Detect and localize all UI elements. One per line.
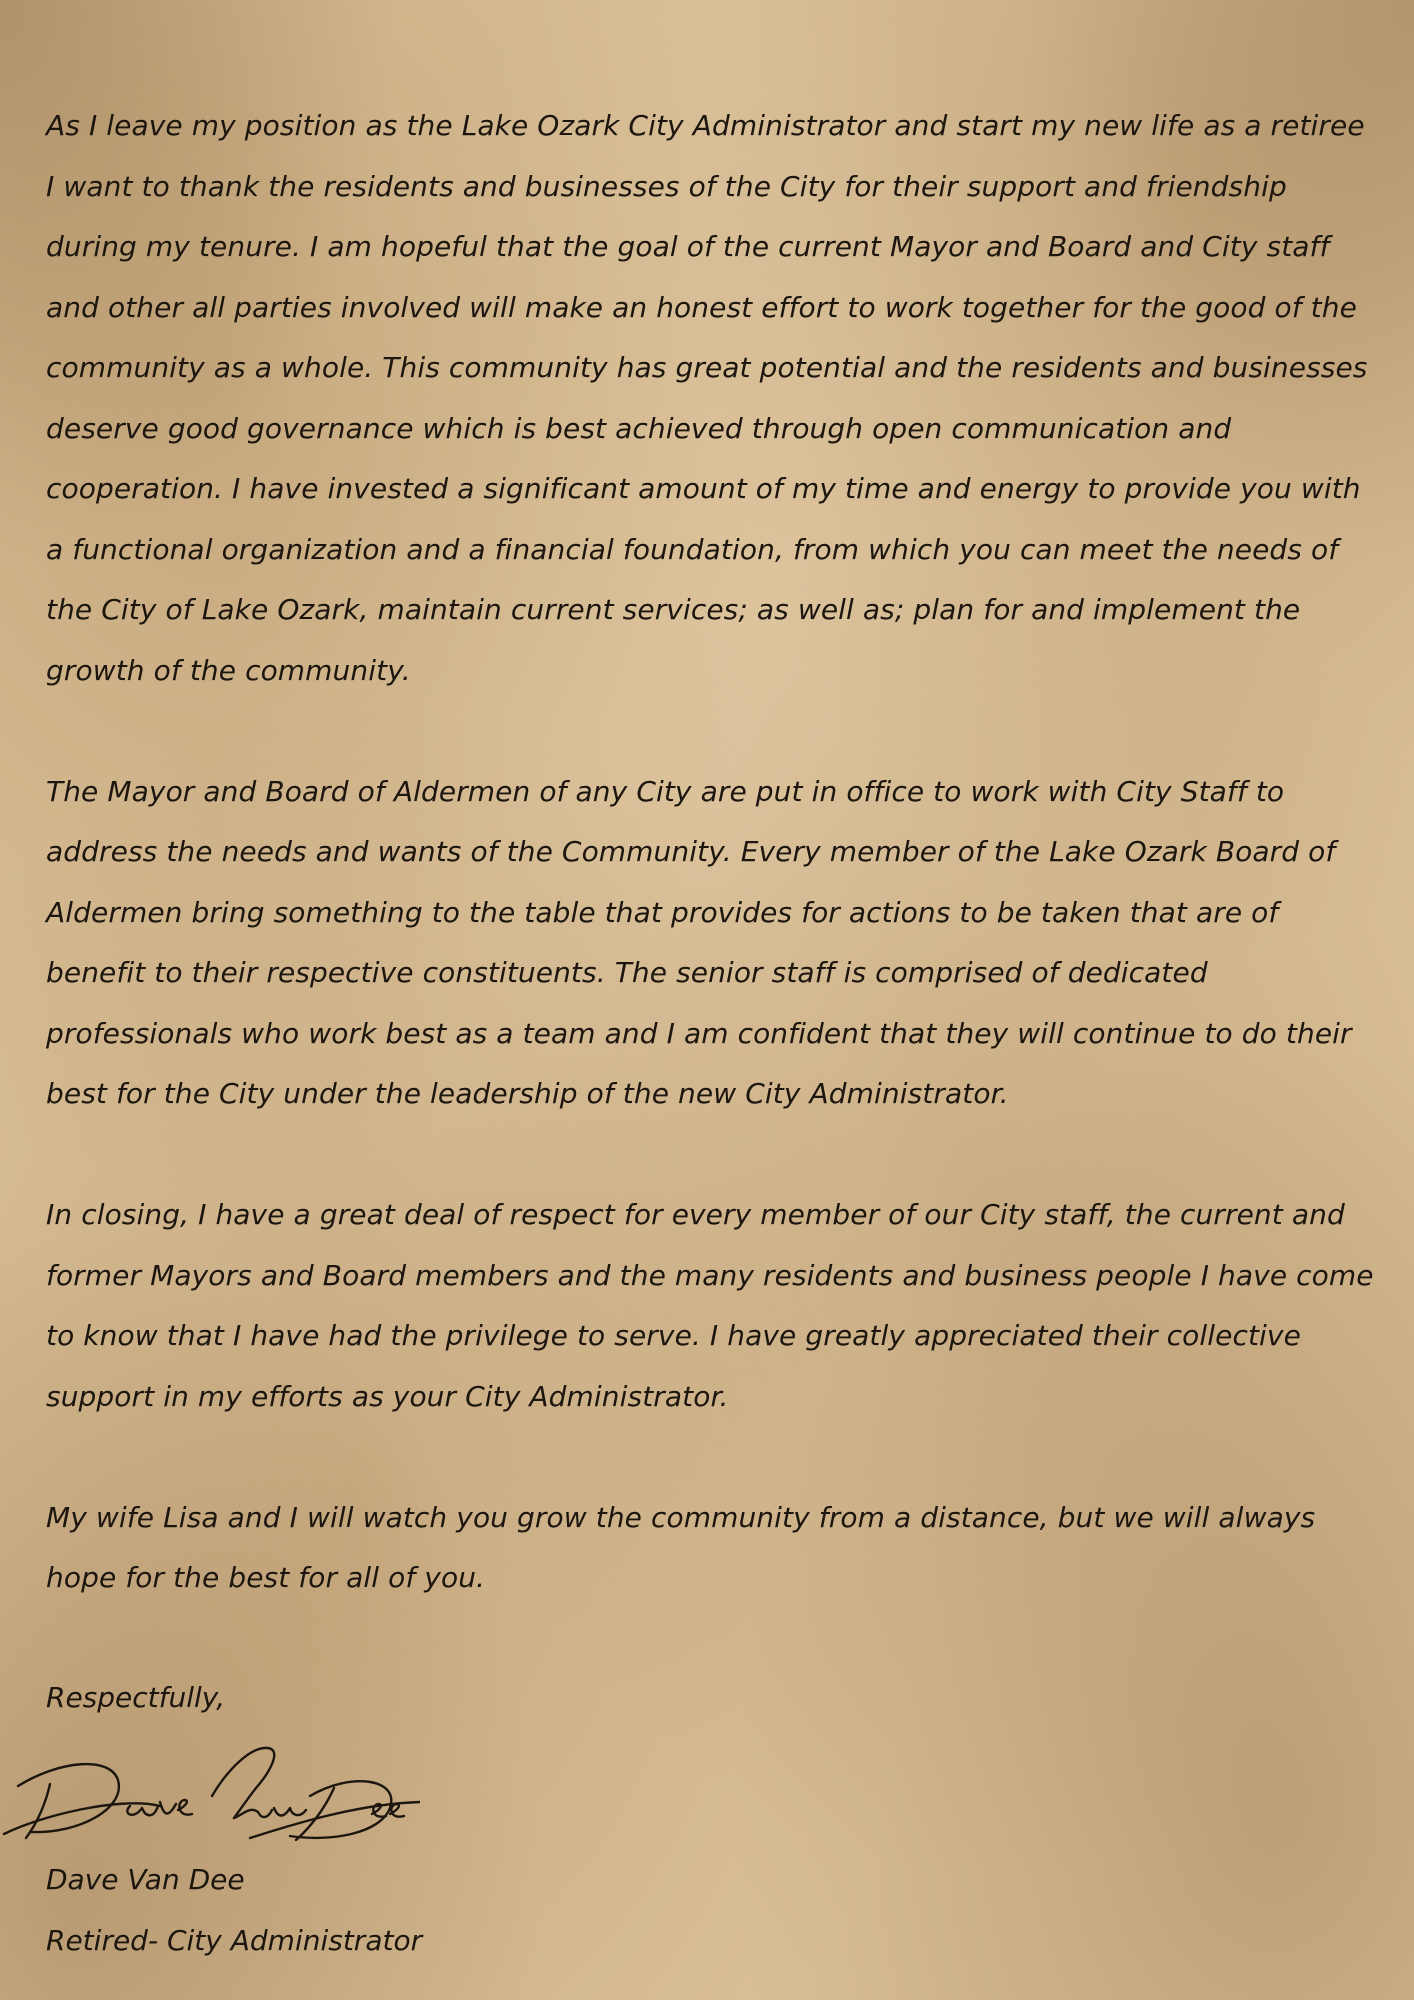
paragraph-2: The Mayor and Board of Aldermen of any City are put in office to work with City Staff to address the needs and wants of the Community. Every member of the Lake Ozark Board of Aldermen bring something to the table that provides for actions to be taken that are of benefit to their respective constituents. The senior staff is comprised of dedicated professionals who work best as a team and I am confident that they will continue to do their best for the City under the leadership of the new City Administrator. xyxy=(46,774,1352,1110)
signer-block xyxy=(46,1850,422,1971)
handwritten-signature xyxy=(0,1726,420,1846)
paragraph-3: In closing, I have a great deal of respect for every member of our City staff, the current and former Mayors and Board members and the many residents and business people I have come to know that I have had the privilege to serve. I have greatly appreciated their collective support in my efforts as your City Administrator. xyxy=(46,1198,1374,1413)
paragraph-1: As I leave my position as the Lake Ozark City Administrator and start my new life as a retiree I want to thank the residents and businesses of the City for their support and friendship during my tenure. I am hopeful that the goal of the current Mayor and Board and City staff and other all parties involved will make an honest effort to work together for the good of the community as a whole. This community has great potential and the residents and businesses deserve good governance which is best achieved through open communication and cooperation. I have invested a significant amount of my time and energy to provide you with a functional organization and a financial foundation, from which you can meet the needs of the City of Lake Ozark, maintain current services; as well as; plan for and implement the growth of the community. xyxy=(46,109,1368,687)
paragraph-4: My wife Lisa and I will watch you grow the community from a distance, but we will always hope for the best for all of you. xyxy=(46,1500,1316,1594)
signer-name: Dave Van Dee xyxy=(46,1863,245,1896)
closing-salutation: Respectfully, xyxy=(46,1681,226,1714)
letter-body xyxy=(46,96,1376,1669)
signer-title: Retired- City Administrator xyxy=(46,1923,423,1957)
